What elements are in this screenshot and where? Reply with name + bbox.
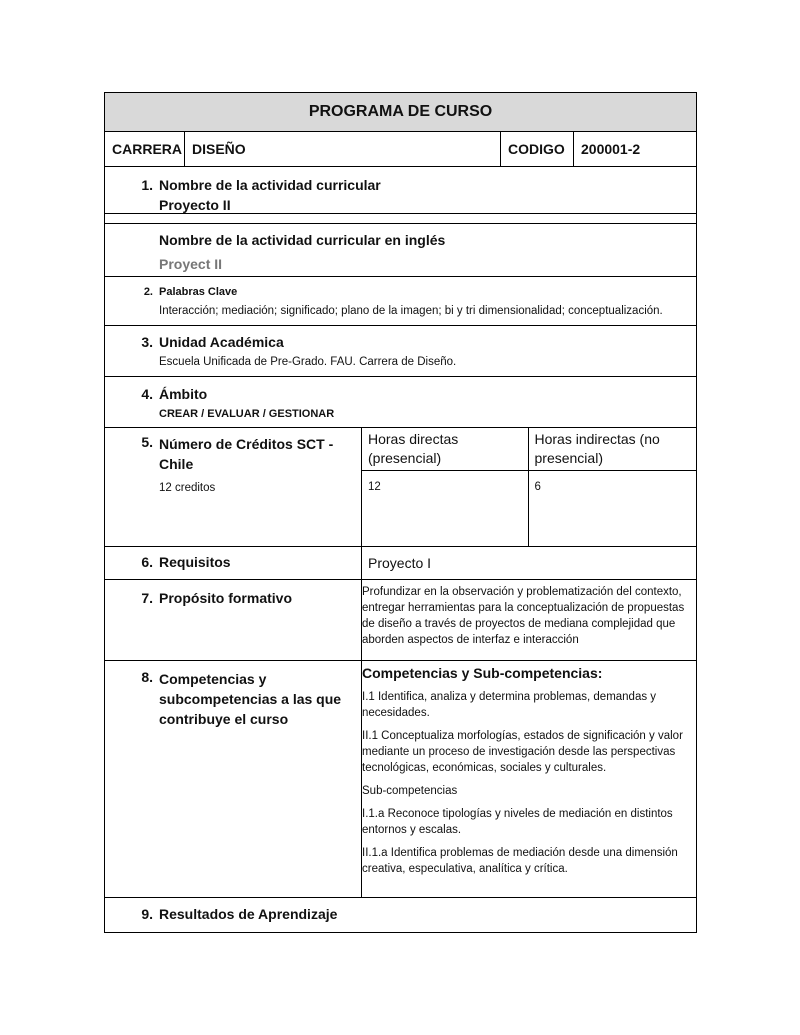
section-2-label: Palabras Clave (159, 286, 238, 298)
section-6-label: Requisitos (159, 554, 231, 570)
activity-name: Proyecto II (105, 197, 696, 214)
section-8-number: 8. (141, 669, 153, 685)
section-5-label: Número de Créditos SCT - Chile (159, 436, 334, 472)
section-4-label: Ámbito (159, 386, 208, 402)
activity-name-english-label: Nombre de la actividad curricular en inglés (159, 232, 446, 248)
section-9 (105, 898, 697, 933)
credits-value: 12 creditos (159, 482, 216, 494)
direct-hours-label: Horas directas (presencial) (362, 428, 528, 471)
section-7-number: 7. (141, 590, 153, 606)
competency-item: II.1 Conceptualiza morfologías, estados de significación y valor mediante un proceso de investigación desde las perspectivas tecnológicas, económicas, sociales y culturales. (362, 730, 683, 774)
section-4 (105, 377, 697, 428)
section-3 (105, 326, 697, 377)
section-4-number: 4. (141, 386, 153, 402)
section-1-english (105, 224, 697, 277)
section-9-number: 9. (141, 906, 153, 922)
section-3-label: Unidad Académica (159, 334, 284, 350)
purpose-cell (362, 580, 697, 661)
section-9-label: Resultados de Aprendizaje (159, 906, 338, 922)
activity-name-english: Proyect II (159, 256, 223, 272)
codigo-value: 200001-2 (574, 132, 697, 167)
direct-hours-value: 12 (362, 471, 528, 547)
section-8 (105, 661, 362, 898)
carrera-value: DISEÑO (185, 132, 501, 167)
section-6 (105, 547, 362, 580)
carrera-label: CARRERA (105, 132, 185, 167)
section-5-number: 5. (141, 434, 153, 450)
codigo-label: CODIGO (501, 132, 574, 167)
subcompetencies-heading: Sub-competencias (362, 785, 458, 797)
section-2-number: 2. (143, 286, 153, 298)
section-6-number: 6. (141, 554, 153, 570)
academic-unit-value: Escuela Unificada de Pre-Grado. FAU. Carrera de Diseño. (159, 356, 457, 368)
section-1-label: Nombre de la actividad curricular (159, 177, 381, 193)
header-row (105, 132, 697, 167)
keywords-value: Interacción; mediación; significado; plano de la imagen; bi y tri dimensionalidad; conceptualización. (159, 305, 663, 317)
section-5 (105, 428, 362, 547)
indirect-hours-value: 6 (534, 481, 541, 493)
indirect-hours-label: Horas indirectas (no presencial) (528, 428, 696, 471)
section-8-label: Competencias y subcompetencias a las que contribuye el curso (159, 671, 342, 727)
competencies-cell (362, 661, 697, 898)
section-1-number: 1. (141, 177, 153, 193)
section-1 (105, 167, 697, 224)
section-2 (105, 277, 697, 326)
competencies-heading: Competencias y Sub-competencias: (362, 665, 603, 681)
course-program-document (104, 92, 696, 933)
program-table (104, 92, 697, 933)
competency-item: I.1 Identifica, analiza y determina problemas, demandas y necesidades. (362, 691, 657, 719)
hours-cell (362, 428, 697, 547)
page-title: PROGRAMA DE CURSO (105, 93, 697, 132)
subcompetency-item: I.1.a Reconoce tipologías y niveles de mediación en distintos entornos y escalas. (362, 808, 673, 836)
purpose-value: Profundizar en la observación y problematización del contexto, entregar herramientas para la conceptualización de propuestas de diseño a través de proyectos de mediana complejidad que aborden aspectos de interfaz e interacción (362, 586, 685, 646)
scope-value: CREAR / EVALUAR / GESTIONAR (159, 408, 335, 420)
section-3-number: 3. (141, 334, 153, 350)
subcompetency-item: II.1.a Identifica problemas de mediación desde una dimensión creativa, especulativa, analítica y crítica. (362, 847, 678, 875)
section-7-label: Propósito formativo (159, 590, 293, 606)
requisites-value: Proyecto I (362, 547, 697, 580)
section-7 (105, 580, 362, 661)
hours-table (362, 428, 696, 546)
